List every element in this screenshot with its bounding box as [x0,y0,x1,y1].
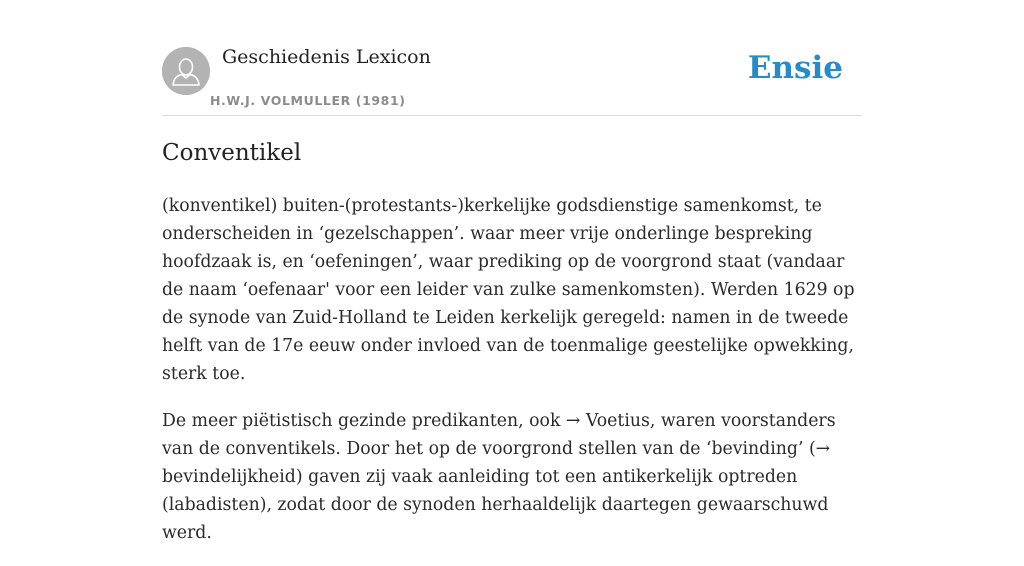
article-body [162,192,862,566]
brand-logo[interactable]: Ensie [747,50,843,86]
page-title: Conventikel [162,140,302,166]
header [162,0,862,116]
user-icon[interactable] [162,47,210,95]
paragraph: (konventikel) buiten-(protestants-)kerkelijke godsdienstige samenkomst, te onderscheiden in ‘gezelschappen’. waar meer vrije onderlinge bespreking hoofdzaak is, en ‘oefeningen’, waar prediking op de voorgrond staat (vandaar de naam ‘oefenaar' voor een leider van zulke samenkomsten). Werden 1629 op de synode van Zuid-Holland te Leiden kerkelijk geregeld: namen in de tweede helft van de 17e eeuw onder invloed van de toenmalige geestelijke opwekking, sterk toe. [162,196,855,384]
paragraph: De meer piëtistisch gezinde predikanten, ook → Voetius, waren voorstanders van de conventikels. Door het op de voorgrond stellen van de ‘bevinding’ (→ bevindelijkheid) gaven zij vaak aanleiding tot een antikerkelijk optreden (labadisten), zodat door de synoden herhaaldelijk daartegen gewaarschuwd werd. [162,411,836,543]
author-label[interactable]: H.W.J. VOLMULLER (1981) [210,93,406,108]
page [162,0,862,543]
book-title[interactable]: Geschiedenis Lexicon [222,46,431,68]
